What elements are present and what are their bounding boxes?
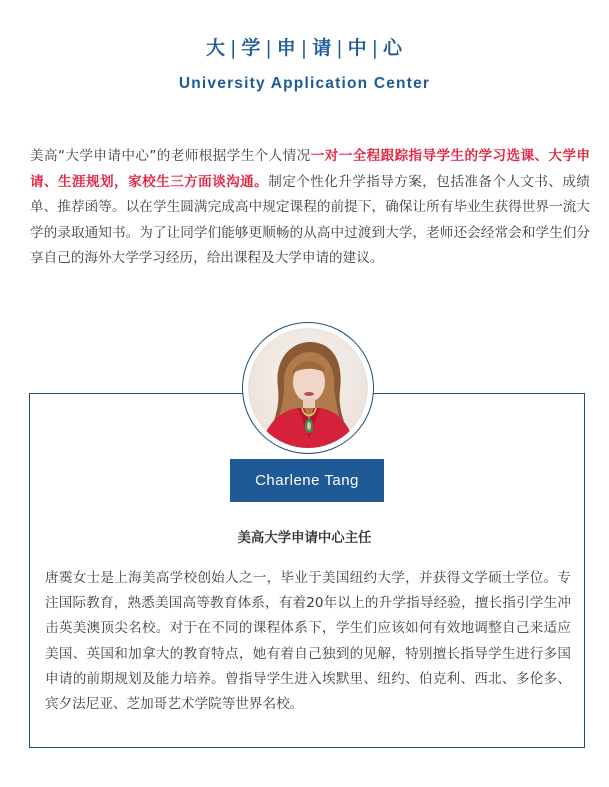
title-separator: | bbox=[229, 37, 238, 59]
intro-highlight: 一对一全程跟踪指导学生的学习选课、大学申请、生涯规划，家校生三方面谈沟通。 bbox=[30, 148, 590, 190]
portrait-image bbox=[248, 328, 368, 448]
intro-text: 制定个性化升学指导方案，包括准备个人文书、成绩单、推荐函等。以在学生圆满完成高中规定课程的前提下，确保让所有毕业生获得世界一流大学的录取通知书。为了让同学们能够更顺畅的从高中过渡到大学，老师还会经常会和学生们分享自己的海外大学学习经历，给出课程及大学申请的建议。 bbox=[30, 173, 591, 267]
title-char: 请 bbox=[312, 37, 333, 59]
title-separator: | bbox=[371, 37, 380, 59]
title-char: 大 bbox=[205, 37, 226, 59]
title-char: 学 bbox=[241, 37, 262, 59]
title-char: 中 bbox=[347, 37, 368, 59]
intro-paragraph bbox=[30, 144, 590, 272]
intro-text: 美高“大学申请中心”的老师根据学生个人情况 bbox=[30, 148, 311, 164]
name-badge: Charlene Tang bbox=[230, 459, 384, 502]
bio-paragraph: 唐霙女士是上海美高学校创始人之一，毕业于美国纽约大学，并获得文学硕士学位。专注国际教育，熟悉美国高等教育体系，有着20年以上的升学指导经验，擅长指引学生冲击英美澳顶尖名校。对于在不同的课程体系下，学生们应该如何有效地调整自己来适应美国、英国和加拿大的教育特点，她有着自己独到的见解，特别擅长指导学生进行多国申请的前期规划及能力培养。曾指导学生进入埃默里、纽约、伯克利、西北、多伦多、宾夕法尼亚、芝加哥艺术学院等世界名校。 bbox=[45, 570, 571, 713]
title-separator: | bbox=[300, 37, 309, 59]
page-title bbox=[0, 33, 609, 60]
title-char: 心 bbox=[383, 37, 404, 59]
title-separator: | bbox=[336, 37, 344, 59]
title-separator: | bbox=[265, 37, 273, 59]
role-title: 美高大学申请中心主任 bbox=[237, 531, 372, 546]
avatar bbox=[248, 328, 368, 448]
title-char: 申 bbox=[276, 37, 297, 59]
page-subtitle: University Application Center bbox=[178, 75, 431, 92]
